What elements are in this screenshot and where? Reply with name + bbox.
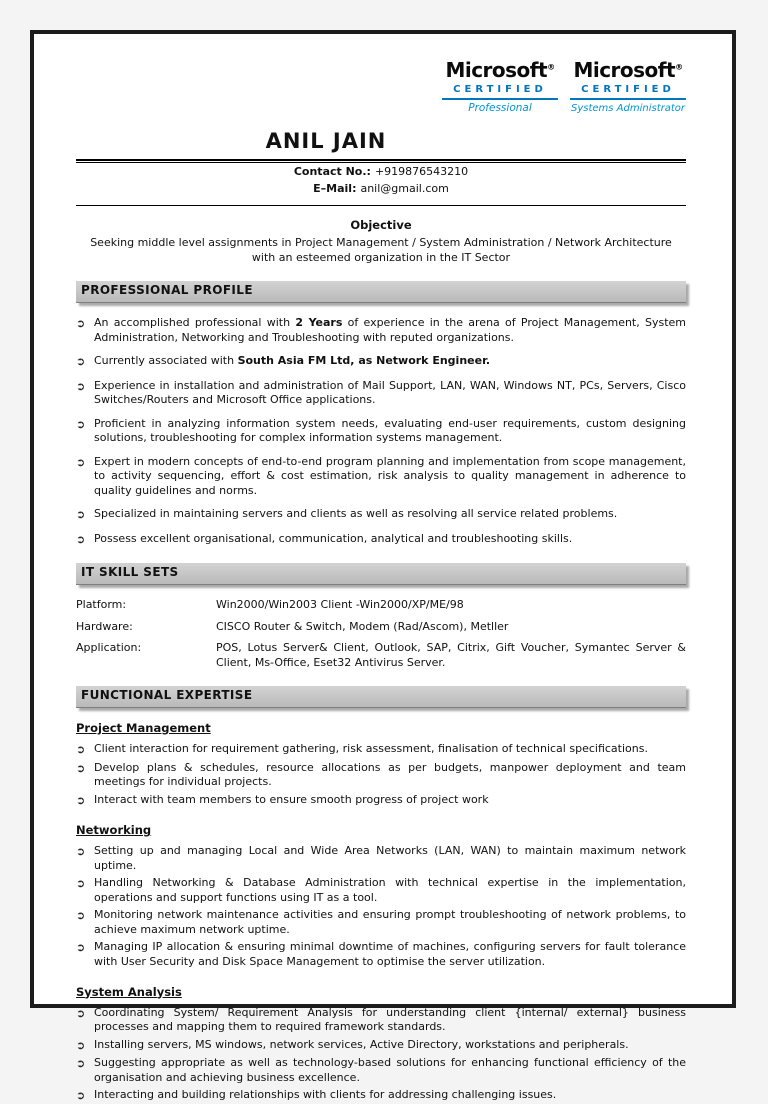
email-value: anil@gmail.com [360, 181, 449, 195]
bullet-text: Monitoring network maintenance activities and ensuring prompt troubleshooting of network problems, to achieve maximum network uptime. [94, 908, 686, 936]
certified-divider-line [442, 98, 558, 100]
registered-mark: ® [675, 62, 683, 72]
microsoft-certified-professional-logo [442, 60, 558, 116]
contact-label: Contact No.: [293, 165, 371, 178]
section-header-it-skill-sets: IT SKILL SETS [76, 563, 686, 585]
bullet-text: Managing IP allocation & ensuring minimal downtime of machines, configuring servers for fault tolerance with User Security and Disk Space Management to optimise the server utilization. [94, 940, 686, 968]
contact-value: +919876543210 [374, 165, 469, 178]
skill-value: POS, Lotus Server& Client, Outlook, SAP, Citrix, Gift Voucher, Symantec Server & Client, Ms-Office, Eset32 Antivirus Server. [216, 641, 686, 669]
brand-text: Microsoft [573, 58, 676, 82]
arrow-bullet-icon: ➲ [76, 1006, 86, 1020]
skill-label: Application: [76, 641, 142, 655]
system-analysis-bullets [76, 1006, 686, 1104]
divider-line [76, 205, 686, 206]
bullet-text: Setting up and managing Local and Wide Area Networks (LAN, WAN) to maintain maximum network uptime. [94, 844, 686, 872]
bullet-text [94, 354, 686, 370]
bullet-text: Expert in modern concepts of end-to-end program planning and implementation from scope management, to activity sequencing, effort & cost estimation, risk analysis to quality management in adherence to quality guidelines and norms. [94, 454, 686, 497]
brand-text: Microsoft [445, 58, 548, 82]
expertise-bullet [76, 742, 686, 758]
bullet-text-bold: South Asia FM Ltd, as Network Engineer. [237, 354, 491, 368]
arrow-bullet-icon: ➲ [76, 1038, 86, 1052]
certified-text: CERTIFIED [581, 84, 675, 95]
group-heading-project-management: Project Management [76, 720, 211, 735]
certified-divider-line [570, 98, 686, 100]
arrow-bullet-icon: ➲ [76, 1089, 86, 1103]
certified-text: CERTIFIED [453, 84, 547, 95]
resume-document [30, 30, 736, 1103]
arrow-bullet-icon: ➲ [76, 793, 86, 807]
arrow-bullet-icon: ➲ [76, 532, 86, 546]
bullet-text-part: of experience in the arena of Project Management, System Administration, Networking and Troubleshooting with reputed organizations. [94, 316, 687, 344]
profile-bullet [76, 354, 686, 370]
skill-row-platform [76, 598, 686, 613]
expertise-bullet [76, 1006, 686, 1035]
group-heading-system-analysis: System Analysis [76, 984, 182, 999]
certification-logos [442, 60, 686, 116]
profile-bullet-list [76, 316, 686, 547]
profile-bullet [76, 455, 686, 499]
arrow-bullet-icon: ➲ [76, 455, 86, 469]
email-label: E–Mail: [313, 181, 357, 195]
section-header-functional-expertise: FUNCTIONAL EXPERTISE [76, 686, 686, 708]
bullet-text: Interacting and building relationships with clients for addressing challenging issues. [94, 1088, 557, 1102]
bullet-text: Proficient in analyzing information system needs, evaluating end-user requirements, custom designing solutions, troubleshooting for complex information systems management. [94, 416, 686, 445]
bullet-text: Suggesting appropriate as well as technology-based solutions for enhancing functional efficiency of the organisation and achieving business excellence. [94, 1056, 686, 1084]
arrow-bullet-icon: ➲ [76, 845, 86, 859]
arrow-bullet-icon: ➲ [76, 317, 86, 331]
expertise-bullet [76, 1088, 686, 1104]
skill-value: Win2000/Win2003 Client -Win2000/XP/ME/98 [216, 598, 464, 612]
skill-label: Platform: [76, 598, 127, 612]
bullet-text [94, 316, 686, 345]
arrow-bullet-icon: ➲ [76, 355, 86, 369]
expertise-bullet [76, 761, 686, 790]
bullet-text: Coordinating System/ Requirement Analysis for understanding client {internal/ external} business processes and mapping them to required framework standards. [94, 1005, 686, 1034]
arrow-bullet-icon: ➲ [76, 508, 86, 522]
arrow-bullet-icon: ➲ [76, 877, 86, 891]
resume-header [76, 58, 686, 156]
bullet-text: Experience in installation and administration of Mail Support, LAN, WAN, Windows NT, PCs, Servers, Cisco Switches/Routers and Microsoft Office applications. [94, 378, 686, 407]
expertise-bullet [76, 908, 686, 937]
profile-bullet [76, 379, 686, 408]
expertise-bullet [76, 876, 686, 905]
skill-row-application [76, 641, 686, 670]
bullet-text-part: An accomplished professional with [94, 316, 296, 330]
expertise-bullet [76, 940, 686, 969]
arrow-bullet-icon: ➲ [76, 743, 86, 757]
arrow-bullet-icon: ➲ [76, 761, 86, 775]
bullet-text: Possess excellent organisational, communication, analytical and troubleshooting skills. [94, 531, 573, 545]
skills-table [76, 598, 686, 670]
certification-subtitle: Professional [468, 102, 532, 115]
microsoft-wordmark [442, 60, 558, 80]
certification-subtitle: Systems Administrator [570, 103, 686, 115]
bullet-text: Interact with team members to ensure smooth progress of project work [94, 792, 489, 806]
objective-title: Objective [350, 218, 412, 233]
section-header-professional-profile: PROFESSIONAL PROFILE [76, 281, 686, 303]
objective-section [76, 218, 686, 265]
microsoft-wordmark [570, 60, 686, 80]
expertise-bullet [76, 1056, 686, 1085]
bullet-text-bold: 2 Years [295, 316, 343, 330]
bullet-text: Installing servers, MS windows, network services, Active Directory, workstations and peripherals. [94, 1037, 629, 1051]
bullet-text: Develop plans & schedules, resource allocations as per budgets, manpower deployment and team meetings for individual projects. [94, 760, 686, 789]
profile-bullet [76, 507, 686, 523]
bullet-text: Handling Networking & Database Administration with technical expertise in the implementation, operations and support functions using IT as a tool. [94, 876, 686, 904]
profile-bullet [76, 417, 686, 446]
arrow-bullet-icon: ➲ [76, 417, 86, 431]
bullet-text-part: Currently associated with [94, 354, 238, 368]
microsoft-certified-systems-administrator-logo [570, 60, 686, 116]
networking-bullets [76, 844, 686, 969]
contact-number-line [76, 165, 686, 180]
bullet-text: Specialized in maintaining servers and clients as well as resolving all service related problems. [94, 507, 618, 521]
profile-bullet [76, 532, 686, 548]
expertise-bullet [76, 844, 686, 873]
arrow-bullet-icon: ➲ [76, 1057, 86, 1071]
group-heading-networking: Networking [76, 823, 152, 838]
arrow-bullet-icon: ➲ [76, 941, 86, 955]
expertise-bullet [76, 1038, 686, 1054]
skill-value: CISCO Router & Switch, Modem (Rad/Ascom), Metller [216, 619, 509, 633]
expertise-bullet [76, 793, 686, 809]
double-divider-line [76, 159, 686, 163]
skill-label: Hardware: [76, 619, 133, 633]
bullet-text: Client interaction for requirement gathering, risk assessment, finalisation of technical specifications. [94, 742, 648, 756]
arrow-bullet-icon: ➲ [76, 909, 86, 923]
skill-row-hardware [76, 620, 686, 635]
email-line [76, 182, 686, 197]
candidate-name: ANIL JAIN [265, 129, 387, 154]
project-management-bullets [76, 742, 686, 808]
registered-mark: ® [547, 62, 555, 72]
objective-text: Seeking middle level assignments in Project Management / System Administration / Network Architecture with an esteemed organization in the IT Sector [90, 236, 672, 264]
profile-bullet [76, 316, 686, 345]
arrow-bullet-icon: ➲ [76, 379, 86, 393]
